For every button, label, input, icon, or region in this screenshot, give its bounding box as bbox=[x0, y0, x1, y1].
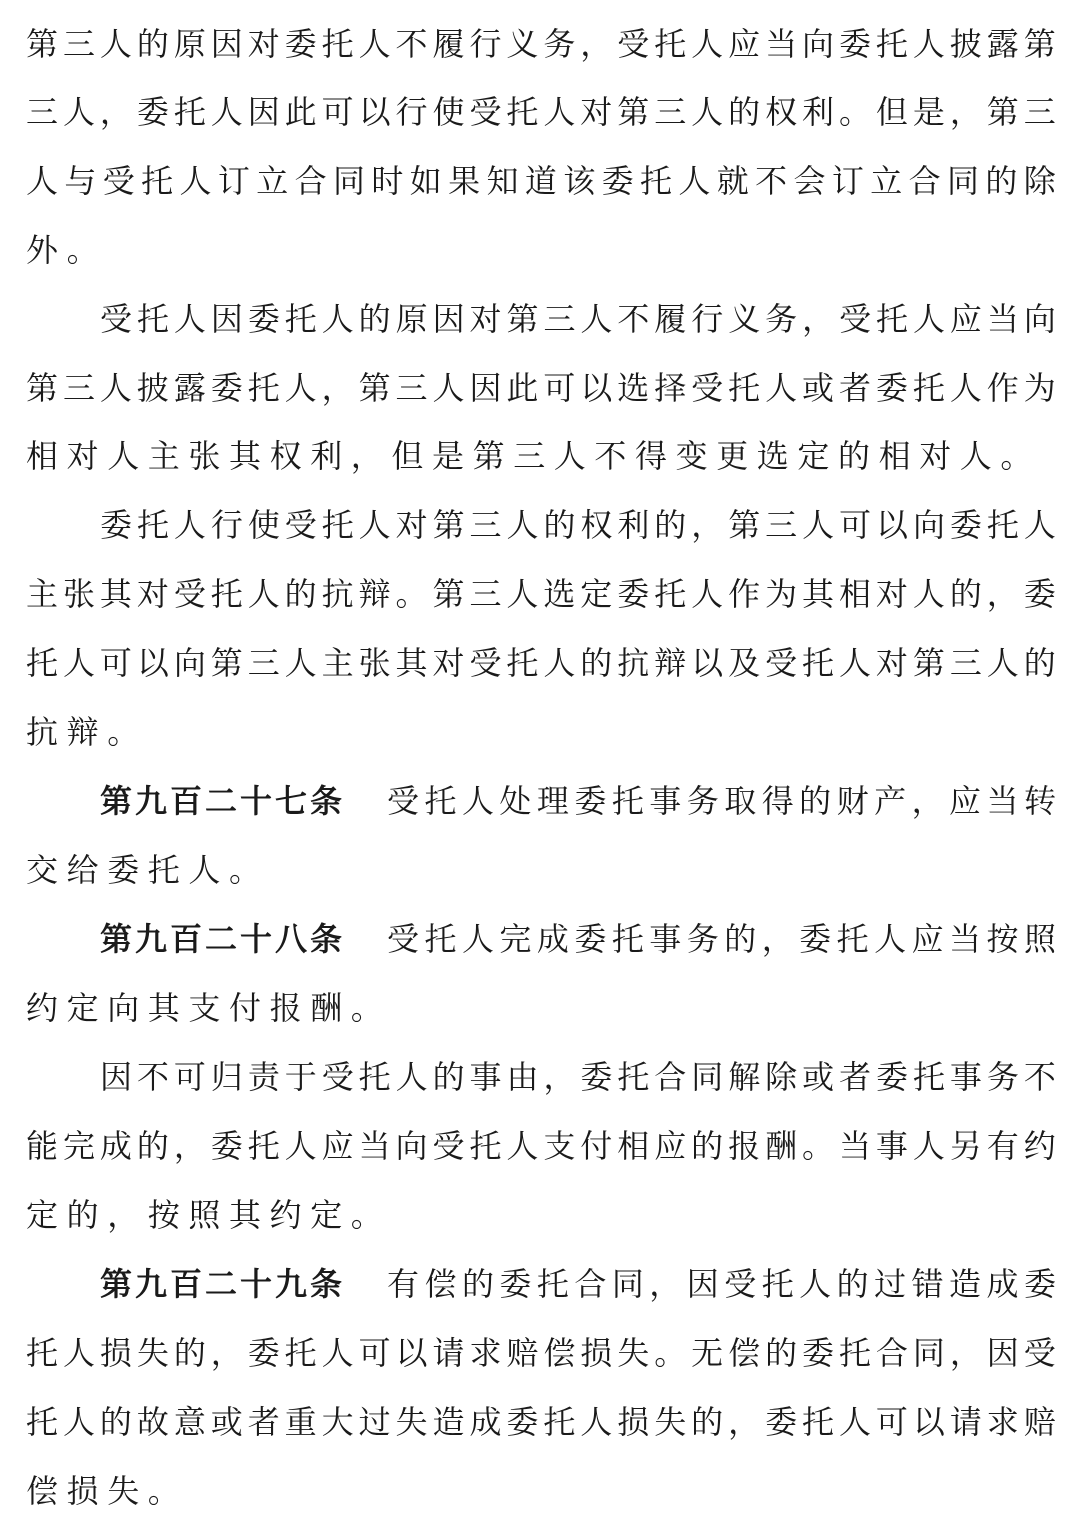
text-line: 因 不 可 归 责 于 受 托 人 的 事 由 ， 委 托 合 同 解 除 或 者 委 托 事 务 不 bbox=[100, 1058, 1056, 1096]
text-line: 托 人 损 失 的 ， 委 托 人 可 以 请 求 赔 偿 损 失 。 无 偿 的 委 托 合 同 ， 因 受 bbox=[26, 1334, 1056, 1372]
text-line: 主 张 其 对 受 托 人 的 抗 辩 。 第 三 人 选 定 委 托 人 作 为 其 相 对 人 的 ， 委 bbox=[26, 575, 1056, 613]
text-line: 三 人 ， 委 托 人 因 此 可 以 行 使 受 托 人 对 第 三 人 的 权 利 。 但 是 ， 第 三 bbox=[26, 93, 1056, 131]
text-line: 委 托 人 行 使 受 托 人 对 第 三 人 的 权 利 的 ， 第 三 人 可 以 向 委 托 人 bbox=[100, 506, 1056, 544]
text-line: 抗辩。 bbox=[26, 713, 148, 751]
text-line: 偿损失。 bbox=[26, 1472, 189, 1510]
article-title: 第九百二十七条 bbox=[100, 782, 346, 820]
text-line: 交给委托人。 bbox=[26, 851, 270, 889]
article-line bbox=[26, 775, 1056, 827]
article-title: 第九百二十八条 bbox=[100, 920, 346, 958]
article-line bbox=[26, 913, 1056, 965]
article-title: 第九百二十九条 bbox=[100, 1265, 346, 1303]
text-line: 定的，按照其约定。 bbox=[26, 1196, 392, 1234]
text-line: 第 三 人 的 原 因 对 委 托 人 不 履 行 义 务 ， 受 托 人 应 当 向 委 托 人 披 露 第 bbox=[26, 25, 1056, 63]
text-line: 托 人 可 以 向 第 三 人 主 张 其 对 受 托 人 的 抗 辩 以 及 受 托 人 对 第 三 人 的 bbox=[26, 644, 1056, 682]
article-text: 有 偿 的 委 托 合 同 ， 因 受 托 人 的 过 错 造 成 委 bbox=[387, 1265, 1056, 1303]
text-line: 受 托 人 因 委 托 人 的 原 因 对 第 三 人 不 履 行 义 务 ， 受 托 人 应 当 向 bbox=[100, 300, 1056, 338]
article-text: 受 托 人 完 成 委 托 事 务 的 ， 委 托 人 应 当 按 照 bbox=[387, 920, 1056, 958]
text-line: 相对人主张其权利，但是第三人不得变更选定的相对人。 bbox=[26, 437, 1042, 475]
text-line: 托 人 的 故 意 或 者 重 大 过 失 造 成 委 托 人 损 失 的 ， 委 托 人 可 以 请 求 赔 bbox=[26, 1403, 1056, 1441]
text-line: 外。 bbox=[26, 231, 108, 269]
text-line: 能 完 成 的 ， 委 托 人 应 当 向 受 托 人 支 付 相 应 的 报 酬 。 当 事 人 另 有 约 bbox=[26, 1127, 1056, 1165]
article-text: 受 托 人 处 理 委 托 事 务 取 得 的 财 产 ， 应 当 转 bbox=[387, 782, 1056, 820]
text-line: 第 三 人 披 露 委 托 人 ， 第 三 人 因 此 可 以 选 择 受 托 人 或 者 委 托 人 作 为 bbox=[26, 369, 1056, 407]
text-line: 约定向其支付报酬。 bbox=[26, 989, 392, 1027]
text-line: 人 与 受 托 人 订 立 合 同 时 如 果 知 道 该 委 托 人 就 不 会 订 立 合 同 的 除 bbox=[26, 162, 1056, 200]
article-line bbox=[26, 1258, 1056, 1310]
